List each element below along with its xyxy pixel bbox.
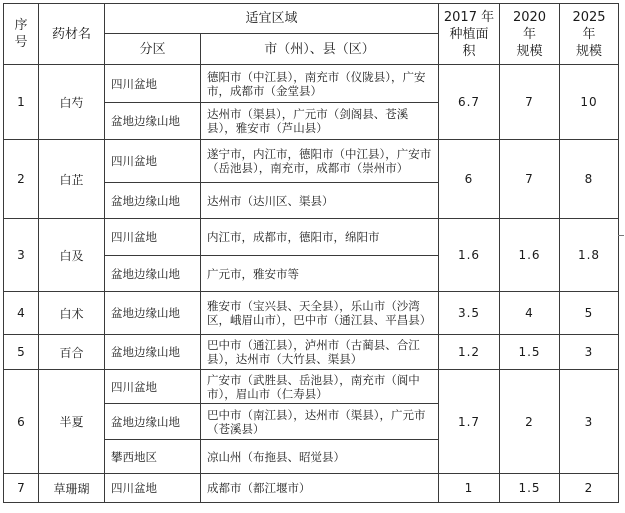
zone-cell: 四川盆地 bbox=[105, 474, 201, 503]
scale-2020-cell: 7 bbox=[500, 65, 560, 140]
cities-cell: 巴中市（南江县），达州市（渠县），广元市（苍溪县） bbox=[201, 404, 439, 440]
scale-2025-cell: 3 bbox=[560, 370, 619, 474]
area-2017-cell: 1.6 bbox=[439, 219, 500, 292]
zone-cell: 攀西地区 bbox=[105, 440, 201, 474]
scale-2020-cell: 7 bbox=[500, 140, 560, 219]
zone-cell: 盆地边缘山地 bbox=[105, 183, 201, 219]
scale-2020-cell: 1.5 bbox=[500, 474, 560, 503]
seq-cell: 5 bbox=[4, 335, 39, 370]
table-row bbox=[4, 219, 619, 256]
seq-cell: 3 bbox=[4, 219, 39, 292]
area-2017-cell: 6.7 bbox=[439, 65, 500, 140]
zone-cell: 盆地边缘山地 bbox=[105, 292, 201, 335]
scale-2025-cell: 5 bbox=[560, 292, 619, 335]
header-scale-2025: 2025 年 规模 bbox=[560, 4, 619, 65]
scale-2025-cell: 3 bbox=[560, 335, 619, 370]
scale-2025-cell: 2 bbox=[560, 474, 619, 503]
zone-cell: 四川盆地 bbox=[105, 140, 201, 183]
zone-cell: 盆地边缘山地 bbox=[105, 103, 201, 140]
header-herb-name: 药材名 bbox=[39, 4, 105, 65]
cities-cell: 达州市（达川区、渠县） bbox=[201, 183, 439, 219]
cities-cell: 巴中市（通江县），泸州市（古蔺县、合江县），达州市（大竹县、渠县） bbox=[201, 335, 439, 370]
table-row bbox=[4, 335, 619, 370]
table-row bbox=[4, 370, 619, 404]
scale-2020-cell: 4 bbox=[500, 292, 560, 335]
cities-cell: 雅安市（宝兴县、天全县），乐山市（沙湾区，峨眉山市），巴中市（通江县、平昌县） bbox=[201, 292, 439, 335]
cities-cell: 广元市，雅安市等 bbox=[201, 256, 439, 292]
zone-cell: 盆地边缘山地 bbox=[105, 404, 201, 440]
seq-cell: 7 bbox=[4, 474, 39, 503]
header-area-2017: 2017 年 种植面 积 bbox=[439, 4, 500, 65]
area-2017-cell: 6 bbox=[439, 140, 500, 219]
herb-planting-table bbox=[3, 3, 619, 503]
herb-name-cell: 百合 bbox=[39, 335, 105, 370]
scale-2025-cell: 1.8 bbox=[560, 219, 619, 292]
zone-cell: 四川盆地 bbox=[105, 65, 201, 103]
herb-planting-table-container bbox=[3, 3, 619, 503]
cities-cell: 遂宁市，内江市，德阳市（中江县），广安市（岳池县），南充市，成都市（崇州市） bbox=[201, 140, 439, 183]
scale-2025-cell: 10 bbox=[560, 65, 619, 140]
header-subregion: 分区 bbox=[105, 34, 201, 65]
cities-cell: 成都市（都江堰市） bbox=[201, 474, 439, 503]
seq-cell: 1 bbox=[4, 65, 39, 140]
cities-cell: 广安市（武胜县、岳池县），南充市（阆中市），眉山市（仁寿县） bbox=[201, 370, 439, 404]
seq-cell: 2 bbox=[4, 140, 39, 219]
cities-cell: 凉山州（布拖县、昭觉县） bbox=[201, 440, 439, 474]
page-edge-mark bbox=[618, 235, 624, 236]
table-row bbox=[4, 474, 619, 503]
area-2017-cell: 1 bbox=[439, 474, 500, 503]
area-2017-cell: 1.7 bbox=[439, 370, 500, 474]
table-row bbox=[4, 140, 619, 183]
scale-2020-cell: 1.6 bbox=[500, 219, 560, 292]
table-row bbox=[4, 292, 619, 335]
table-row bbox=[4, 65, 619, 103]
scale-2025-cell: 8 bbox=[560, 140, 619, 219]
scale-2020-cell: 1.5 bbox=[500, 335, 560, 370]
zone-cell: 盆地边缘山地 bbox=[105, 256, 201, 292]
herb-name-cell: 半夏 bbox=[39, 370, 105, 474]
herb-name-cell: 白芷 bbox=[39, 140, 105, 219]
herb-name-cell: 白芍 bbox=[39, 65, 105, 140]
header-scale-2020: 2020 年 规模 bbox=[500, 4, 560, 65]
scale-2020-cell: 2 bbox=[500, 370, 560, 474]
herb-name-cell: 草珊瑚 bbox=[39, 474, 105, 503]
cities-cell: 内江市，成都市，德阳市，绵阳市 bbox=[201, 219, 439, 256]
header-suitable-region: 适宜区域 bbox=[105, 4, 439, 34]
cities-cell: 达州市（渠县），广元市（剑阁县、苍溪县），雅安市（芦山县） bbox=[201, 103, 439, 140]
cities-cell: 德阳市（中江县），南充市（仪陇县），广安市，成都市（金堂县） bbox=[201, 65, 439, 103]
header-row-top bbox=[4, 4, 619, 34]
zone-cell: 盆地边缘山地 bbox=[105, 335, 201, 370]
zone-cell: 四川盆地 bbox=[105, 219, 201, 256]
seq-cell: 4 bbox=[4, 292, 39, 335]
header-seq: 序 号 bbox=[4, 4, 39, 65]
header-city-county: 市（州）、县（区） bbox=[201, 34, 439, 65]
herb-name-cell: 白术 bbox=[39, 292, 105, 335]
area-2017-cell: 1.2 bbox=[439, 335, 500, 370]
area-2017-cell: 3.5 bbox=[439, 292, 500, 335]
herb-name-cell: 白及 bbox=[39, 219, 105, 292]
seq-cell: 6 bbox=[4, 370, 39, 474]
zone-cell: 四川盆地 bbox=[105, 370, 201, 404]
